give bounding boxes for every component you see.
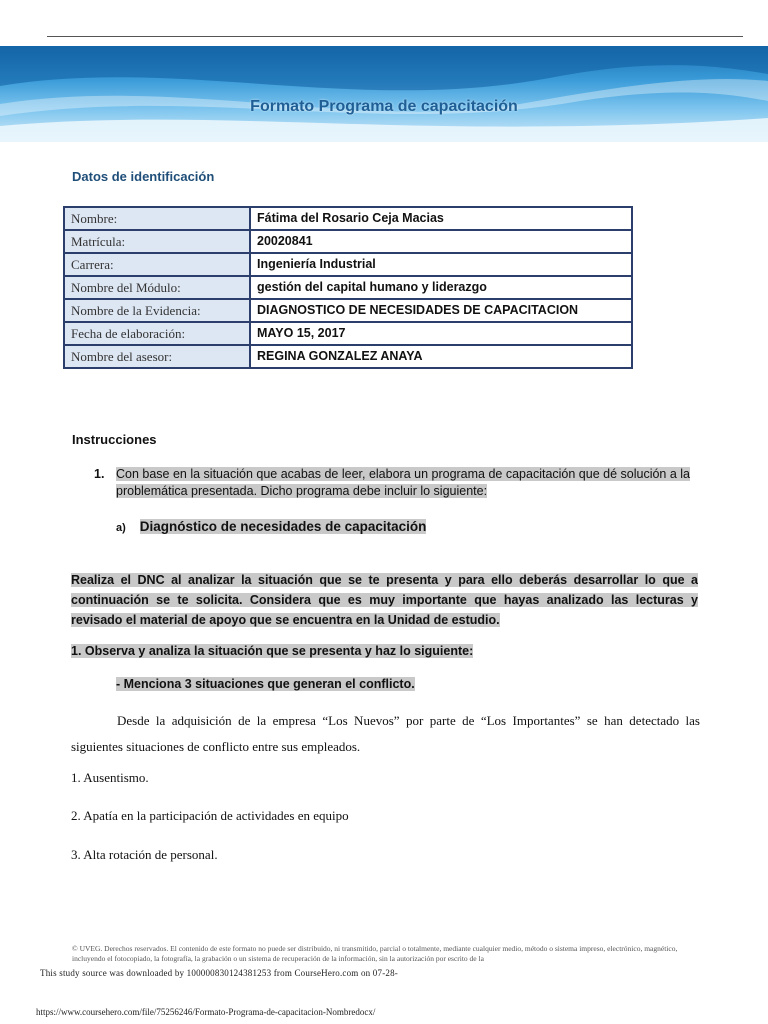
identification-heading: Datos de identificación	[72, 169, 215, 184]
table-row	[64, 207, 632, 230]
answer-intro: Desde la adquisición de la empresa “Los Nuevos” por parte de “Los Importantes” se han detectado las siguientes situaciones de conflicto entre sus empleados.	[71, 713, 700, 754]
observe-instruction	[71, 644, 473, 658]
table-row	[64, 322, 632, 345]
row-value: DIAGNOSTICO DE NECESIDADES DE CAPACITACION	[250, 299, 632, 322]
row-label: Nombre:	[64, 207, 250, 230]
observe-text: 1. Observa y analiza la situación que se presenta y haz lo siguiente:	[71, 644, 474, 658]
table-row	[64, 230, 632, 253]
row-label: Fecha de elaboración:	[64, 322, 250, 345]
answer-item-3: 3. Alta rotación de personal.	[71, 847, 218, 862]
row-value: REGINA GONZALEZ ANAYA	[250, 345, 632, 368]
row-value: MAYO 15, 2017	[250, 322, 632, 345]
instruction-item-a	[116, 519, 426, 534]
row-value: 20020841	[250, 230, 632, 253]
row-label: Nombre del asesor:	[64, 345, 250, 368]
header-banner	[0, 46, 768, 142]
item-letter: a)	[116, 522, 126, 534]
dnc-paragraph	[71, 570, 698, 630]
dnc-paragraph-text: Realiza el DNC al analizar la situación que se te presenta y para ello deberás desarrollar lo que a continuación se te solicita. Considera que es muy importante que hayas analizado las lecturas y revisado el material de apoyo que se encuentra en la Unidad de estudio.	[71, 573, 698, 627]
item-text: Con base en la situación que acabas de leer, elabora un programa de capacitación que dé solución a la problemática presentada. Dicho programa debe incluir lo siguiente:	[116, 467, 691, 498]
item-number: 1.	[94, 467, 105, 481]
row-value: gestión del capital humano y liderazgo	[250, 276, 632, 299]
mention-text: - Menciona 3 situaciones que generan el conflicto.	[116, 677, 415, 691]
top-rule	[47, 36, 743, 37]
source-watermark: This study source was downloaded by 100000830124381253 from CourseHero.com on 07-28-	[40, 968, 398, 978]
row-value: Ingeniería Industrial	[250, 253, 632, 276]
document-title: Formato Programa de capacitación	[250, 98, 518, 115]
row-label: Matrícula:	[64, 230, 250, 253]
table-row	[64, 345, 632, 368]
instruction-item-1	[94, 466, 698, 500]
mention-instruction	[116, 677, 415, 691]
answer-item-1: 1. Ausentismo.	[71, 770, 149, 785]
table-row	[64, 276, 632, 299]
identification-table	[63, 206, 633, 369]
row-label: Nombre del Módulo:	[64, 276, 250, 299]
answer-item-2: 2. Apatía en la participación de actividades en equipo	[71, 808, 349, 823]
item-a-text: Diagnóstico de necesidades de capacitación	[139, 519, 427, 534]
banner-wave-graphic	[0, 46, 768, 142]
row-value: Fátima del Rosario Ceja Macias	[250, 207, 632, 230]
row-label: Carrera:	[64, 253, 250, 276]
source-url[interactable]: https://www.coursehero.com/file/75256246/Formato-Programa-de-capacitacion-Nombredocx/	[36, 1007, 376, 1017]
copyright-note: © UVEG. Derechos reservados. El contenido de este formato no puede ser distribuido, ni transmitido, parcial o totalmente, mediante cualquier medio, método o sistema impreso, electrónico, magnético, incluyendo el fotocopiado, la fotografía, la grabación o un sistema de recuperación de la información, sin la autorización por escrito de la	[72, 944, 678, 963]
row-label: Nombre de la Evidencia:	[64, 299, 250, 322]
table-row	[64, 299, 632, 322]
table-row	[64, 253, 632, 276]
instructions-heading: Instrucciones	[72, 432, 157, 447]
